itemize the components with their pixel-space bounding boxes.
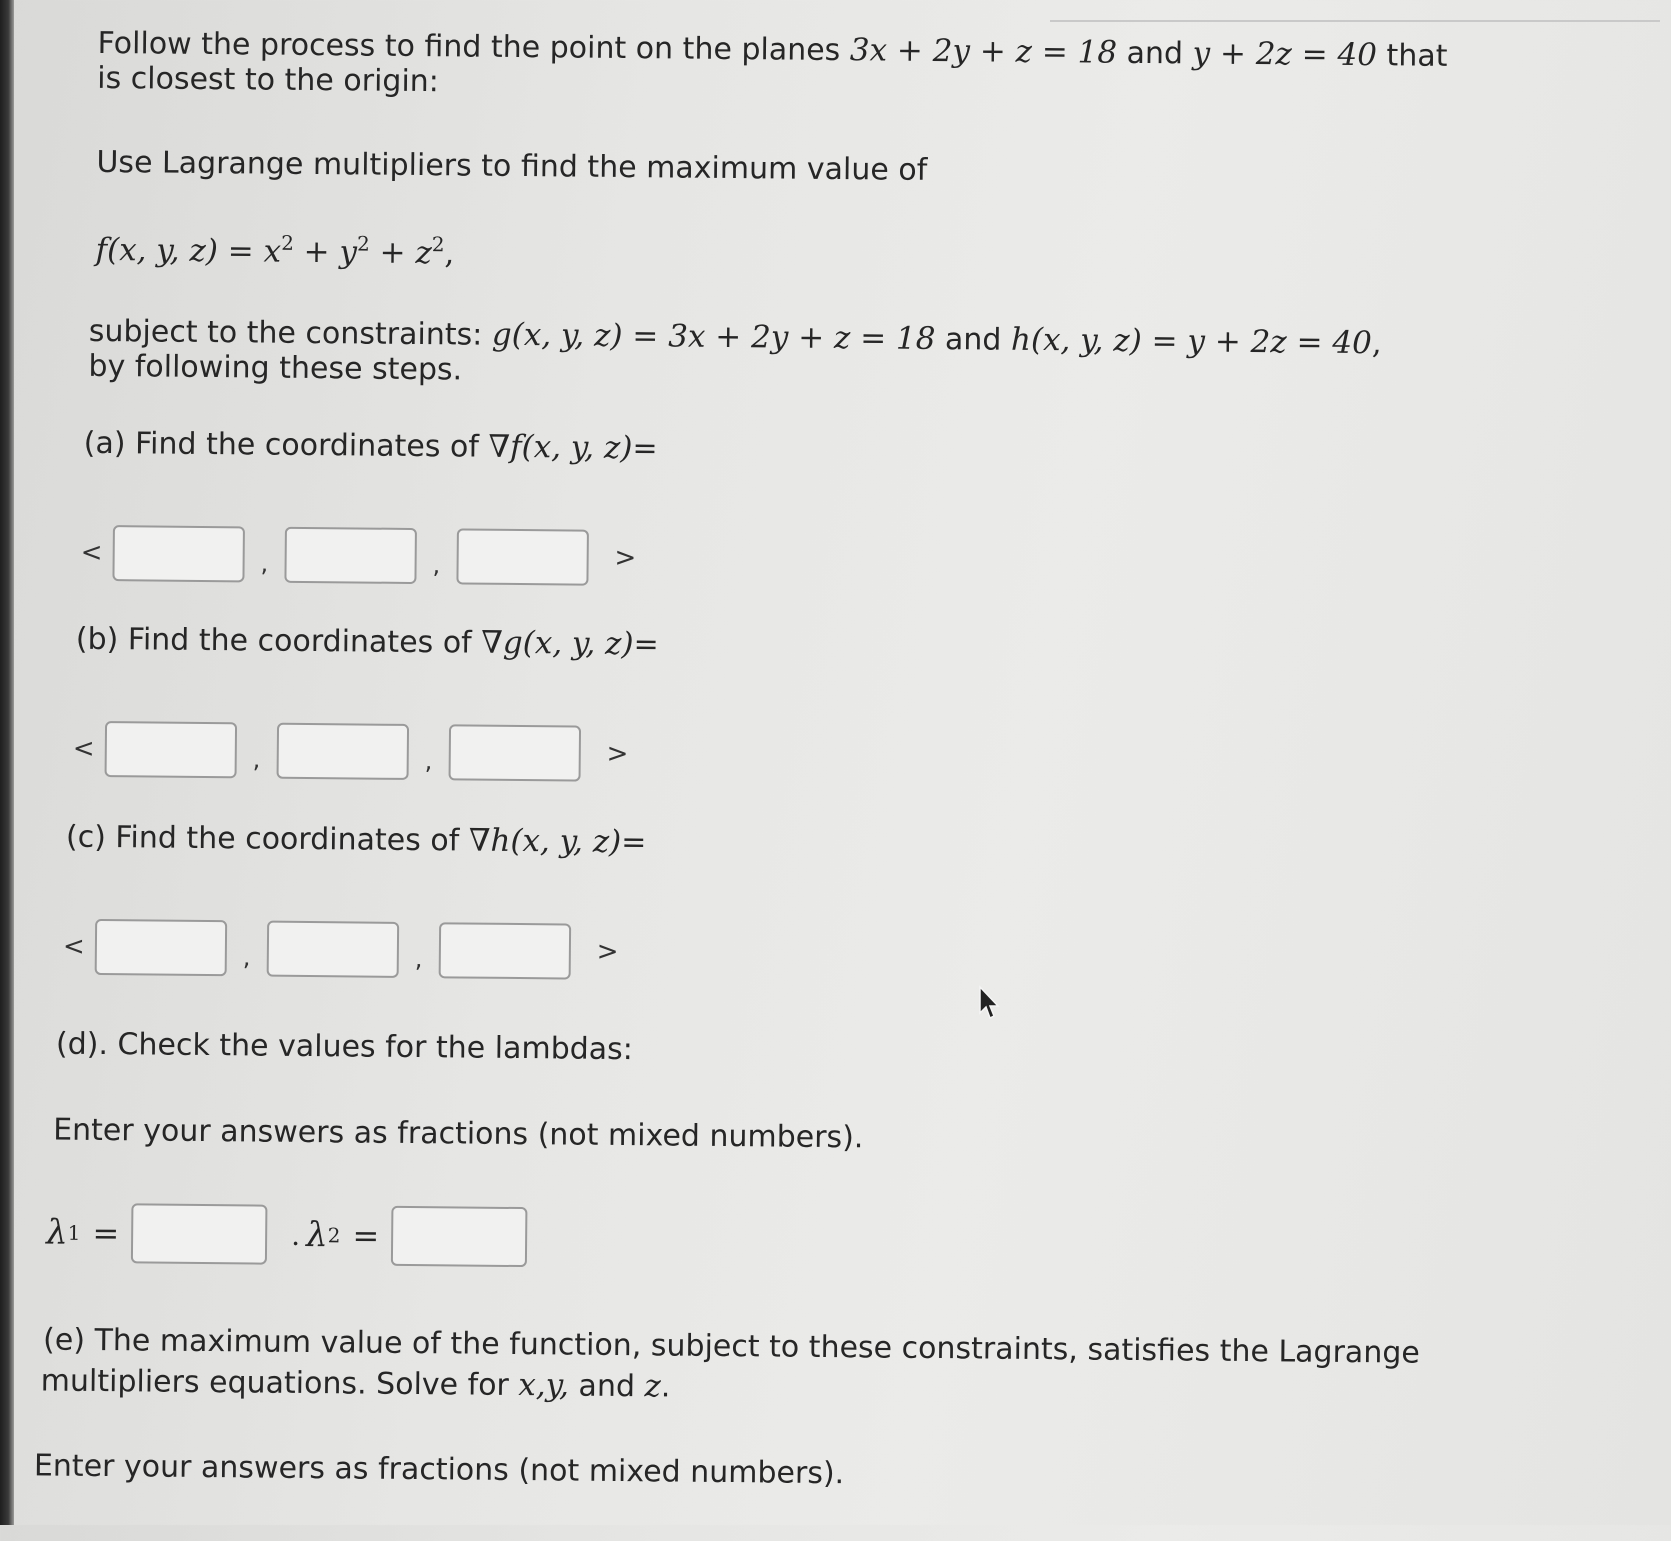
grad-h-x-input[interactable] — [94, 919, 227, 976]
constraints-label: subject to the constraints: — [88, 313, 493, 353]
nabla-icon: ∇ — [468, 822, 491, 859]
lambda-1-input[interactable] — [131, 1203, 268, 1264]
lambda-row — [46, 1201, 528, 1270]
part-b-prompt — [76, 619, 659, 666]
instruction-text: Use Lagrange multipliers to find the maximum value of — [96, 144, 928, 188]
part-c-function: h(x, y, z) — [490, 822, 622, 861]
part-b-equals: = — [633, 627, 659, 663]
vector-open-bracket: < — [72, 733, 95, 764]
vector-close-bracket: > — [614, 542, 637, 574]
part-a-function: f(x, y, z) — [509, 428, 633, 467]
vector-open-bracket: < — [62, 931, 85, 962]
function-z-term: + z — [369, 234, 432, 272]
grad-g-x-input[interactable] — [104, 721, 237, 778]
plane-2-equation: y + 2z = 40 — [1192, 35, 1378, 74]
lambda-2-symbol: λ — [305, 1214, 328, 1256]
constraints-comma: , — [1371, 325, 1382, 362]
intro-text: Follow the process to find the point on the planes — [97, 25, 850, 69]
lambda-1-symbol: λ — [45, 1212, 68, 1253]
grad-f-y-input[interactable] — [284, 527, 417, 584]
grad-g-y-input[interactable] — [276, 723, 409, 780]
vector-comma: , — [260, 549, 269, 578]
vector-comma: , — [414, 945, 423, 974]
vector-comma: , — [242, 943, 251, 972]
intro-that: that — [1376, 38, 1448, 74]
part-d-prompt: (d). Check the values for the lambdas: — [55, 1026, 634, 1068]
objective-function — [95, 221, 454, 274]
part-c-prompt — [66, 817, 647, 864]
grad-h-z-input[interactable] — [438, 922, 571, 979]
lambda-2-equals: = — [352, 1216, 380, 1255]
part-e-and: and — [568, 1368, 645, 1405]
vector-close-bracket: > — [596, 936, 619, 967]
grad-f-x-input[interactable] — [112, 525, 245, 582]
nabla-icon: ∇ — [481, 624, 504, 661]
part-c-vector — [63, 915, 619, 984]
part-e-period: . — [660, 1369, 671, 1405]
part-b-vector — [73, 717, 629, 786]
vector-comma: , — [252, 745, 261, 774]
function-lhs: f(x, y, z) = x — [95, 231, 282, 270]
part-c-equals: = — [621, 825, 647, 861]
intro-line-2: is closest to the origin: — [97, 60, 440, 100]
plane-1-equation: 3x + 2y + z = 18 — [849, 32, 1118, 71]
part-b-function: g(x, y, z) — [502, 624, 634, 663]
constraint-h: h(x, y, z) = y + 2z = 40 — [1010, 321, 1373, 362]
function-y-term: + y — [293, 233, 358, 271]
vector-comma: , — [424, 747, 433, 776]
part-e-text: multipliers equations. Solve for — [40, 1363, 519, 1404]
nabla-icon: ∇ — [488, 428, 511, 465]
lambda-2-subscript: 2 — [327, 1223, 341, 1248]
lambda-1-subscript: 1 — [67, 1220, 81, 1245]
constraints-line-2: by following these steps. — [88, 348, 463, 388]
grad-f-z-input[interactable] — [456, 528, 589, 585]
lambda-separator: . — [291, 1218, 301, 1252]
mouse-pointer-icon — [978, 985, 1002, 1021]
lambda-2-input[interactable] — [391, 1206, 528, 1267]
part-d-note: Enter your answers as fractions (not mixed numbers). — [52, 1112, 864, 1156]
exponent-y: 2 — [356, 231, 370, 256]
part-e-line-1: (e) The maximum value of the function, subject to these constraints, satisfies the Lagrange — [42, 1322, 1420, 1371]
exponent-z: 2 — [431, 232, 445, 257]
part-b-label: (b) Find the coordinates of — [75, 621, 482, 661]
grad-g-z-input[interactable] — [448, 724, 581, 781]
exponent-x: 2 — [281, 230, 295, 255]
part-a-equals: = — [632, 431, 658, 467]
function-end: , — [444, 235, 455, 272]
part-a-label: (a) Find the coordinates of — [83, 425, 489, 465]
part-e-note: Enter your answers as fractions (not mixed numbers). — [33, 1448, 845, 1492]
constraints-and: and — [935, 321, 1012, 358]
grad-h-y-input[interactable] — [266, 921, 399, 978]
constraint-g: g(x, y, z) = 3x + 2y + z = 18 — [491, 316, 936, 357]
part-a-prompt — [84, 423, 658, 470]
part-e-variables: x,y, — [518, 1367, 570, 1404]
lambda-1-equals: = — [92, 1213, 120, 1253]
vector-open-bracket: < — [80, 537, 103, 569]
intro-and: and — [1116, 35, 1193, 72]
part-e-z: z — [644, 1368, 662, 1405]
part-c-label: (c) Find the coordinates of — [65, 819, 469, 859]
part-e-line-2 — [41, 1360, 671, 1407]
vector-comma: , — [432, 551, 441, 580]
part-a-vector — [80, 521, 636, 590]
vector-close-bracket: > — [606, 738, 629, 770]
